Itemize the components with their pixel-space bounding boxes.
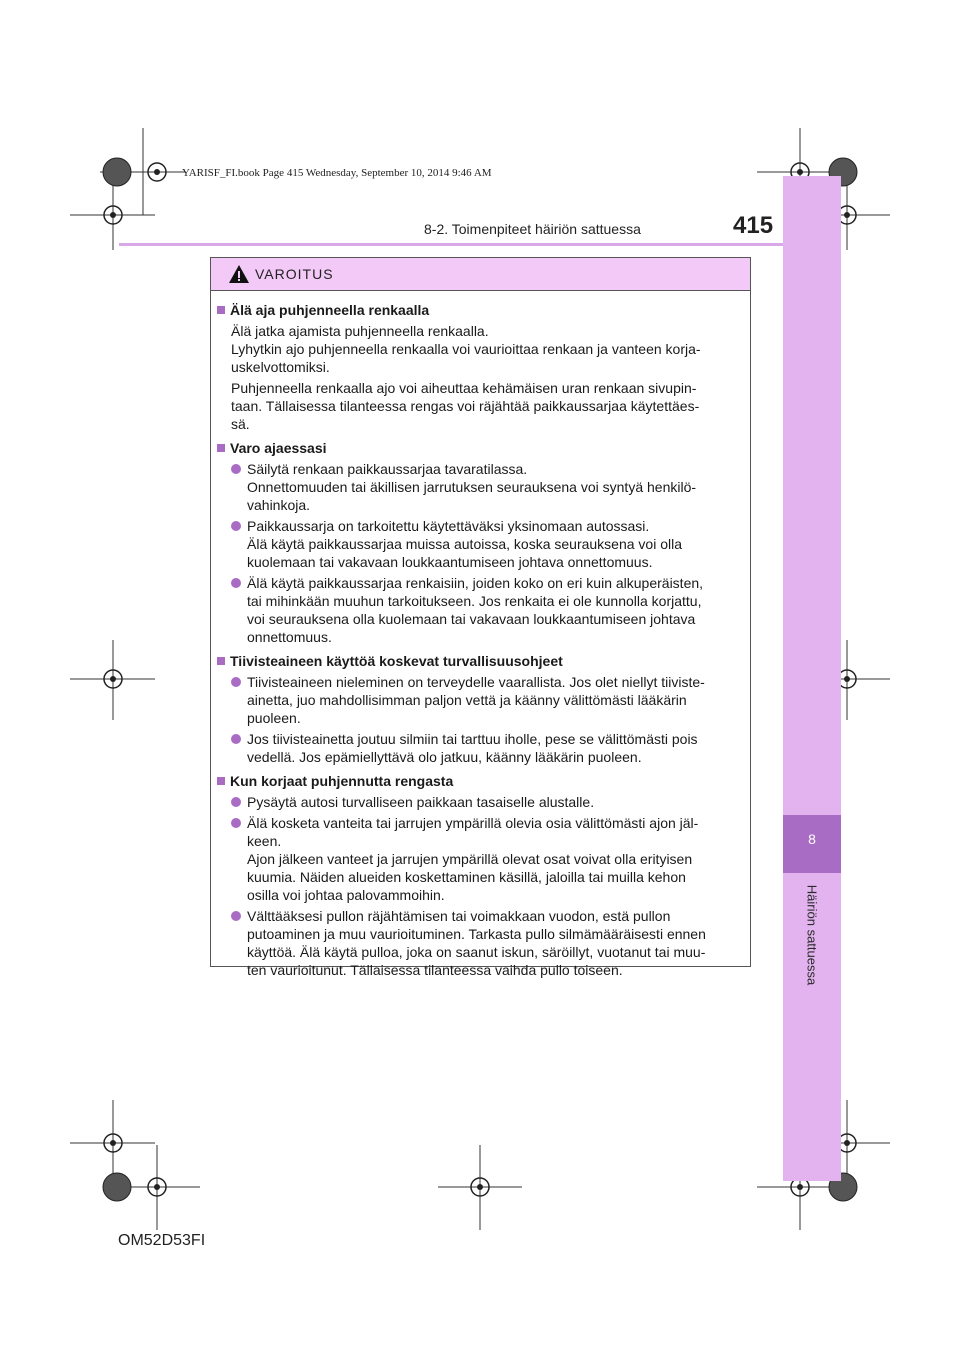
text-line: kuolemaan tai vakavaan loukkaantumiseen johtava onnettomuus. — [247, 554, 653, 570]
page-number: 415 — [733, 212, 774, 239]
bullet-item — [231, 574, 743, 646]
text-line: taan. Tällaisessa tilanteessa rengas voi räjähtää paikkaussarjaa käytettäes- — [231, 398, 700, 414]
warning-section — [217, 301, 743, 433]
text-line: Älä jatka ajamista puhjenneella renkaalla. — [231, 323, 489, 339]
text-line: ainetta, juo mahdollisimman paljon vettä ja käänny välittömästi lääkärin — [247, 692, 687, 708]
text-line: tai mihinkään muuhun tarkoitukseen. Jos renkaita ei ole kunnolla korjattu, — [247, 593, 702, 609]
square-bullet-icon — [217, 777, 225, 785]
text-line: vedellä. Jos epämiellyttävä olo jatkuu, käänny lääkärin puoleen. — [247, 749, 642, 765]
text-line: Välttääksesi pullon räjähtämisen tai voimakkaan vuodon, estä pullon — [247, 908, 671, 924]
bullet-text — [247, 460, 743, 514]
chapter-number: 8 — [808, 831, 816, 847]
text-line: Ajon jälkeen vanteet ja jarrujen ympärillä olevat osat voivat olla erityisen — [247, 851, 693, 867]
section-heading-text: Älä aja puhjenneella renkaalla — [230, 302, 430, 318]
text-line: ten vaurioitunut. Tällaisessa tilanteessa vaihda pullo toiseen. — [247, 962, 623, 978]
section-title: 8-2. Toimenpiteet häiriön sattuessa — [424, 221, 641, 237]
text-line: onnettomuus. — [247, 629, 332, 645]
text-line: Puhjenneella renkaalla ajo voi aiheuttaa kehämäisen uran renkaan sivupin- — [231, 380, 697, 396]
round-bullet-icon — [231, 578, 241, 588]
bullet-text — [247, 673, 743, 727]
bullet-text — [247, 517, 743, 571]
warning-triangle-icon — [228, 264, 250, 284]
text-line: Jos tiivisteainetta joutuu silmiin tai tarttuu iholle, pese se välittömästi pois — [247, 731, 698, 747]
round-bullet-icon — [231, 818, 241, 828]
text-line: Onnettomuuden tai äkillisen jarrutuksen seurauksena voi syntyä henkilö- — [247, 479, 697, 495]
text-line: voi seurauksena olla kuolemaan tai vakavaan loukkaantumiseen johtava — [247, 611, 696, 627]
round-bullet-icon — [231, 464, 241, 474]
warning-content — [217, 301, 743, 985]
section-heading-text: Tiivisteaineen käyttöä koskevat turvallisuusohjeet — [230, 653, 563, 669]
section-heading — [217, 301, 743, 319]
text-line: keen. — [247, 833, 282, 849]
bullet-item — [231, 673, 743, 727]
text-line: Älä käytä paikkaussarjaa muissa autoissa, koska seurauksena voi olla — [247, 536, 683, 552]
text-line: Älä käytä paikkaussarjaa renkaisiin, joiden koko on eri kuin alkuperäisten, — [247, 575, 704, 591]
text-line: kuumia. Näiden alueiden koskettaminen käsillä, jaloilla tai muilla kehon — [247, 869, 686, 885]
section-heading — [217, 772, 743, 790]
warning-title: VAROITUS — [255, 266, 334, 282]
bullet-text — [247, 730, 743, 766]
warning-header — [211, 258, 750, 291]
round-bullet-icon — [231, 677, 241, 687]
section-heading-text: Varo ajaessasi — [230, 440, 327, 456]
text-line: Älä kosketa vanteita tai jarrujen ympärillä olevia osia välittömästi ajon jäl- — [247, 815, 699, 831]
paragraph — [231, 322, 743, 376]
text-line: sä. — [231, 416, 250, 432]
text-line: puoleen. — [247, 710, 301, 726]
section-heading-text: Kun korjaat puhjennutta rengasta — [230, 773, 454, 789]
text-line: osilla voi johtaa palovammoihin. — [247, 887, 445, 903]
warning-box — [210, 257, 751, 978]
bullet-item — [231, 730, 743, 766]
warning-section — [217, 772, 743, 979]
chapter-title: Häiriön sattuessa — [804, 884, 820, 986]
chapter-side-tab — [783, 176, 841, 1181]
bullet-item — [231, 793, 743, 811]
square-bullet-icon — [217, 444, 225, 452]
round-bullet-icon — [231, 797, 241, 807]
text-line: Pysäytä autosi turvalliseen paikkaan tasaiselle alustalle. — [247, 794, 595, 810]
text-line: käyttöä. Älä käytä pulloa, joka on saanut iskun, säröillyt, vuotanut tai muu- — [247, 944, 706, 960]
bullet-item — [231, 517, 743, 571]
bullet-text — [247, 814, 743, 904]
round-bullet-icon — [231, 911, 241, 921]
bullet-item — [231, 460, 743, 514]
header-rule — [119, 243, 783, 246]
paragraph — [231, 379, 743, 433]
bullet-text — [247, 574, 743, 646]
text-line: Paikkaussarja on tarkoitettu käytettäväksi yksinomaan autossasi. — [247, 518, 650, 534]
bullet-item — [231, 814, 743, 904]
text-line: uskelvottomiksi. — [231, 359, 330, 375]
section-heading — [217, 439, 743, 457]
warning-section — [217, 439, 743, 646]
text-line: Lyhytkin ajo puhjenneella renkaalla voi vaurioittaa renkaan ja vanteen korja- — [231, 341, 701, 357]
chapter-title-vertical — [783, 880, 841, 990]
square-bullet-icon — [217, 306, 225, 314]
text-line: putoaminen ja muu vaurioituminen. Tarkasta pullo silmämääräisesti ennen — [247, 926, 706, 942]
round-bullet-icon — [231, 734, 241, 744]
document-code: OM52D53FI — [118, 1232, 206, 1249]
text-line: vahinkoja. — [247, 497, 311, 513]
bullet-text — [247, 907, 743, 979]
section-heading — [217, 652, 743, 670]
warning-section — [217, 652, 743, 766]
text-line: Tiivisteaineen nieleminen on terveydelle vaarallista. Jos olet niellyt tiiviste- — [247, 674, 705, 690]
square-bullet-icon — [217, 657, 225, 665]
chapter-number-box — [783, 815, 841, 873]
round-bullet-icon — [231, 521, 241, 531]
bullet-text — [247, 793, 743, 811]
bullet-item — [231, 907, 743, 979]
text-line: Säilytä renkaan paikkaussarjaa tavaratilassa. — [247, 461, 528, 477]
book-info: YARISF_FI.book Page 415 Wednesday, September 10, 2014 9:46 AM — [182, 167, 492, 179]
